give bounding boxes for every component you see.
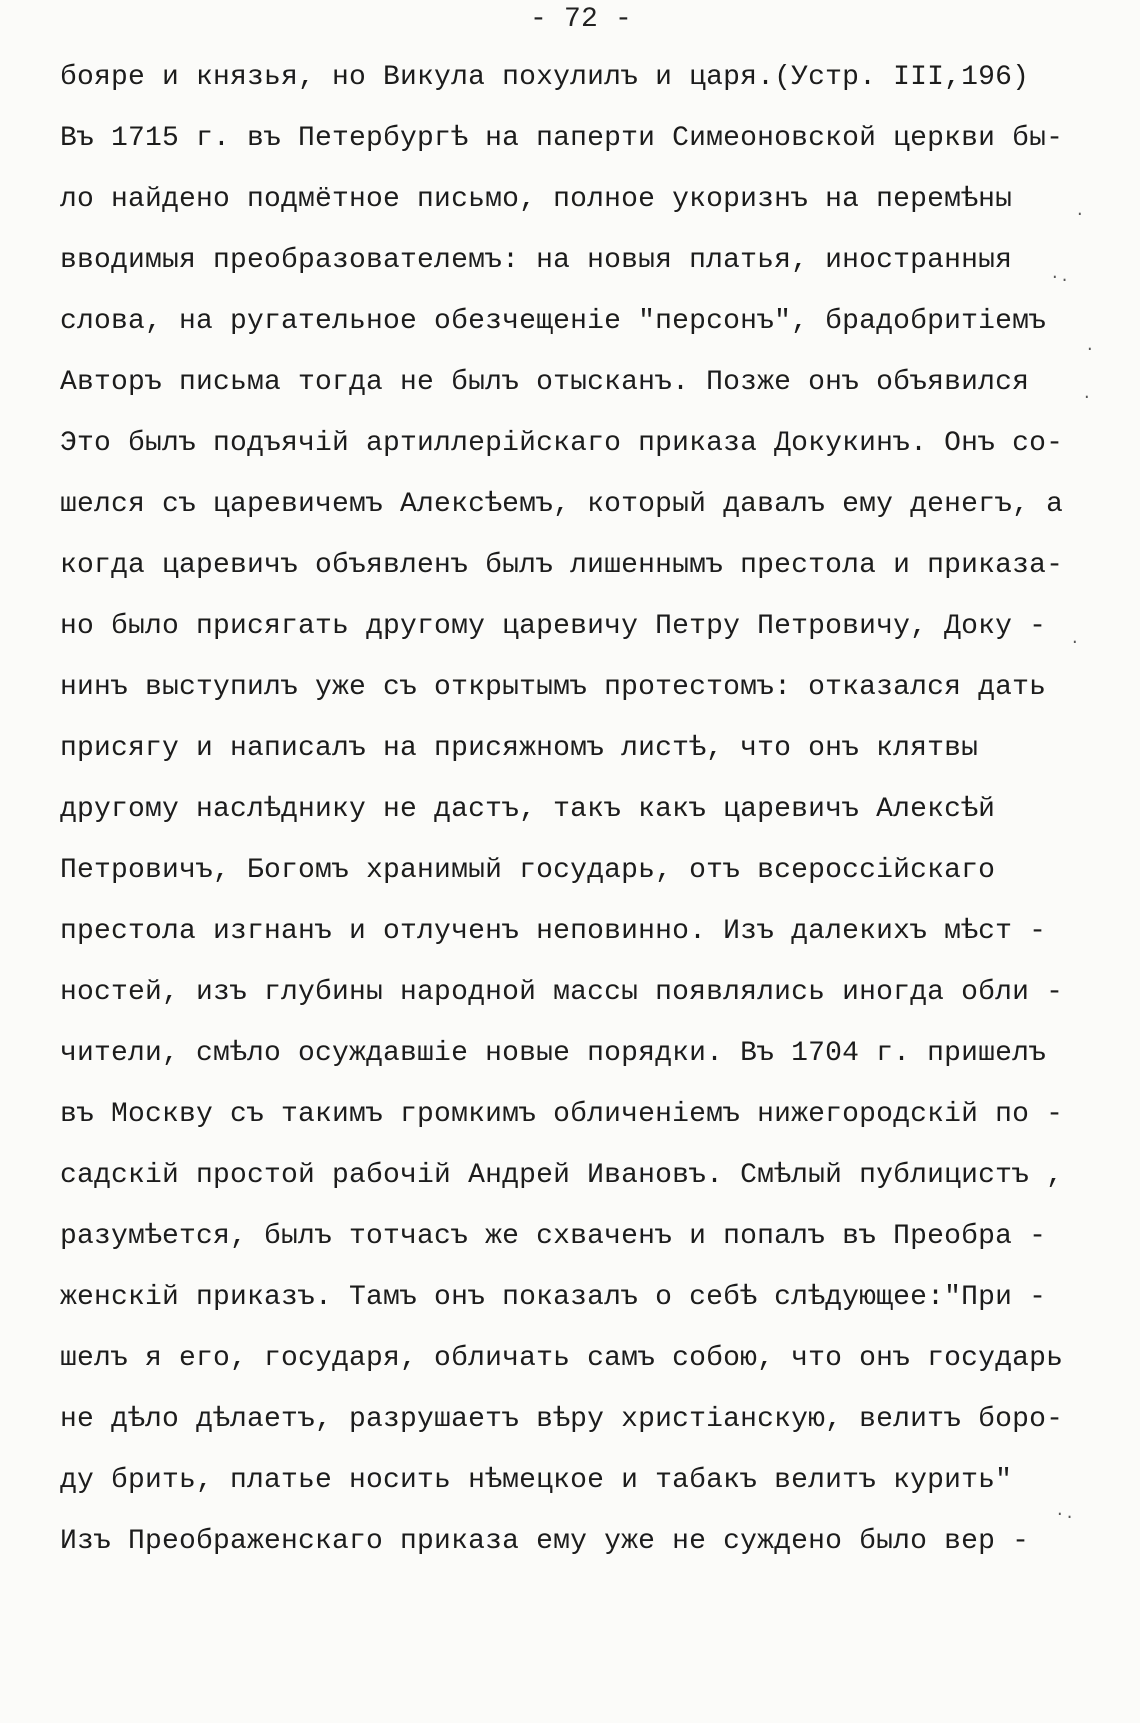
text-line: Изъ Преображенскаго приказа ему уже не суждено было вер - xyxy=(60,1526,1030,1557)
text-line: Петровичъ, Богомъ хранимый государь, отъ всероссійскаго xyxy=(60,855,996,886)
text-line: слова, на ругательное обезчещеніе "персонъ", брадобритіемъ xyxy=(60,306,1047,337)
scan-speck: . xyxy=(1070,630,1080,648)
text-line: вводимыя преобразователемъ: на новыя платья, иностранныя xyxy=(60,245,1013,276)
text-line: шелъ я его, государя, обличать самъ собою, что онъ государь xyxy=(60,1343,1064,1374)
text-line: садскій простой рабочій Андрей Ивановъ. Смѣлый публицистъ , xyxy=(60,1160,1064,1191)
text-line: женскій приказъ. Тамъ онъ показалъ о себѣ слѣдующее:"При - xyxy=(60,1282,1047,1313)
text-line: Въ 1715 г. въ Петербургѣ на паперти Симеоновской церкви бы- xyxy=(60,123,1064,154)
text-line: ностей, изъ глубины народной массы появлялись иногда обли - xyxy=(60,977,1064,1008)
text-line: не дѣло дѣлаетъ, разрушаетъ вѣру христіанскую, велитъ боро- xyxy=(60,1404,1064,1435)
text-line: въ Москву съ такимъ громкимъ обличеніемъ нижегородскій по - xyxy=(60,1099,1064,1130)
text-line: другому наслѣднику не дастъ, такъ какъ царевичъ Алексѣй xyxy=(60,794,996,825)
text-line: ло найдено подмётное письмо, полное укоризнъ на перемѣны xyxy=(60,184,1013,215)
scan-speck: · xyxy=(1085,340,1095,358)
text-line: разумѣется, былъ тотчасъ же схваченъ и попалъ въ Преобра - xyxy=(60,1221,1047,1252)
text-line: Авторъ письма тогда не былъ отысканъ. Позже онъ объявился xyxy=(60,367,1030,398)
scan-speck: ·. xyxy=(1055,1505,1075,1523)
text-line: когда царевичъ объявленъ былъ лишеннымъ престола и приказа- xyxy=(60,550,1064,581)
text-line: ду брить, платье носить нѣмецкое и табакъ велитъ курить" xyxy=(60,1465,1013,1496)
text-line: бояре и князья, но Викула похулилъ и царя.(Устр. III,196) xyxy=(60,62,1030,93)
scan-speck: · xyxy=(1075,205,1085,223)
text-line: присягу и написалъ на присяжномъ листѣ, что онъ клятвы xyxy=(60,733,979,764)
page-number: - 72 - xyxy=(530,4,633,35)
scan-speck: ·. xyxy=(1050,268,1070,286)
text-line: чители, смѣло осуждавшіе новые порядки. Въ 1704 г. пришелъ xyxy=(60,1038,1047,1069)
scan-speck: · xyxy=(1082,388,1092,406)
text-line: Это былъ подъячій артиллерійскаго приказа Докукинъ. Онъ со- xyxy=(60,428,1064,459)
text-line: престола изгнанъ и отлученъ неповинно. Изъ далекихъ мѣст - xyxy=(60,916,1047,947)
body-text xyxy=(60,58,1080,1583)
text-line: нинъ выступилъ уже съ открытымъ протестомъ: отказался дать xyxy=(60,672,1047,703)
text-line: но было присягать другому царевичу Петру Петровичу, Доку - xyxy=(60,611,1047,642)
text-line: шелся съ царевичемъ Алексѣемъ, который давалъ ему денегъ, а xyxy=(60,489,1064,520)
